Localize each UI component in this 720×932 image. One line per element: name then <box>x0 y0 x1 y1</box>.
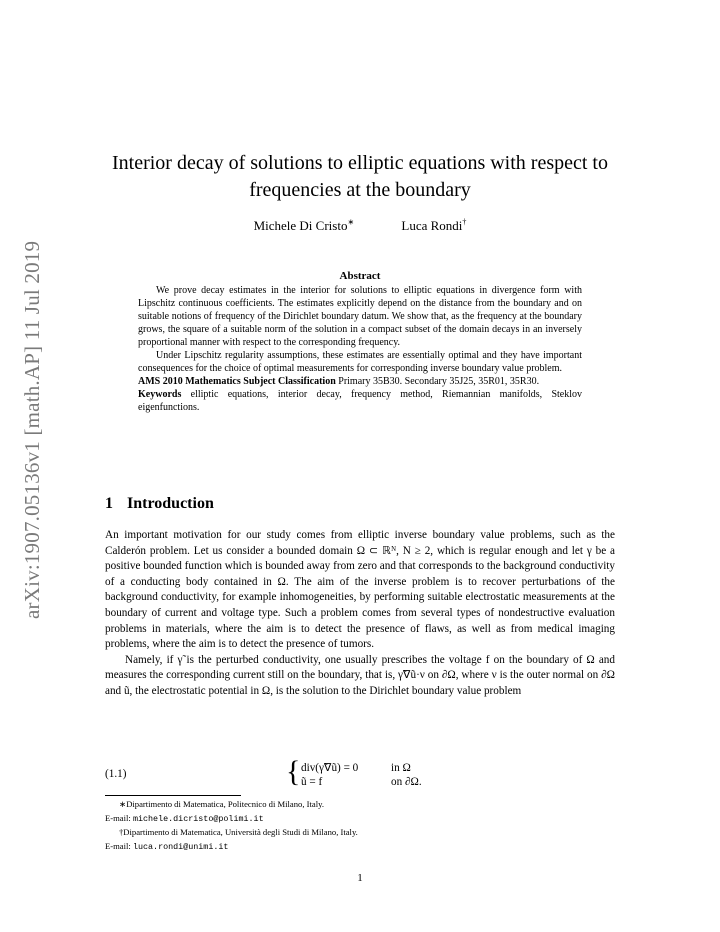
footnotes <box>105 798 615 854</box>
footnote-1-email-line <box>105 812 615 827</box>
abstract-paragraph-2: Under Lipschitz regularity assumptions, these estimates are essentially optimal and they have important consequences for the choice of optimal measurements for corresponding inverse boundary value problem. <box>138 350 582 374</box>
keywords <box>138 388 582 414</box>
author-list <box>100 218 620 234</box>
equation-row-2 <box>301 775 422 789</box>
keywords-text: elliptic equations, interior decay, frequency method, Riemannian manifolds, Steklov eigenfunctions. <box>138 389 582 413</box>
footnote-1-email[interactable]: michele.dicristo@polimi.it <box>132 813 264 824</box>
equation-row-1-lhs: div(γ̃∇ũ) = 0 <box>301 762 359 774</box>
section-number: 1 <box>105 495 113 512</box>
abstract-paragraph-1: We prove decay estimates in the interior for solutions to elliptic equations in divergence form with Lipschitz continuous coefficients. The estimates explicitly depend on the distance from the boundary and on suitable notions of frequency of the Dirichlet boundary datum. We show that, as the frequency at the boundary grows, the square of a suitable norm of the solution in a compact subset of the domain decays in an inversely proportional manner with respect to the corresponding frequency. <box>138 285 582 348</box>
footnote-1-affiliation: ∗Dipartimento di Matematica, Politecnico di Milano, Italy. <box>119 799 324 809</box>
equation-row-2-lhs: ũ = f <box>301 776 323 788</box>
author-1-name: Michele Di Cristo <box>253 218 348 234</box>
msc-label: AMS 2010 Mathematics Subject Classification <box>138 376 336 387</box>
equation-1-1 <box>105 755 615 790</box>
abstract-heading: Abstract <box>339 270 381 282</box>
author-1 <box>254 218 355 233</box>
equation-row-2-rhs: on ∂Ω. <box>391 776 422 788</box>
body-paragraph-1: An important motivation for our study comes from elliptic inverse boundary value problems, such as the Calderón problem. Let us consider a bounded domain Ω ⊂ ℝᴺ, N ≥ 2, which is regular enough and let γ be a positive bounded function which is bounded away from zero and that corresponds to the background conductivity of a conducting body contained in Ω. The aim of the inverse problem is to recover perturbations of the background conductivity, for example inhomogeneities, by performing suitable electrostatic measurements at the boundary of current and voltage type. Such a problem comes from several types of nondestructive evaluation problems in materials, where the aim is to detect the presence of flaws, as well as from medical imaging problems, where the aim is to detect the presence of tumors. <box>105 529 615 651</box>
author-1-footnote-mark: ∗ <box>347 218 355 227</box>
page-number: 1 <box>357 872 363 884</box>
equation-brace: { <box>286 755 301 788</box>
footnote-2-email-label: E-mail: <box>105 840 131 851</box>
section-heading <box>105 495 214 513</box>
footnote-1-email-label: E-mail: <box>105 812 131 823</box>
section-title: Introduction <box>127 495 214 512</box>
footnote-rule <box>105 795 241 796</box>
equation-row-1 <box>301 761 422 775</box>
footnote-2-affiliation: †Dipartimento di Matematica, Università degli Studi di Milano, Italy. <box>119 827 358 837</box>
equation-row-1-rhs: in Ω <box>391 762 411 774</box>
author-2 <box>401 218 466 233</box>
footnote-2-email-line <box>105 840 615 855</box>
arxiv-identifier-stamp: arXiv:1907.05136v1 [math.AP] 11 Jul 2019 <box>20 240 44 620</box>
author-2-footnote-mark: † <box>462 218 467 227</box>
equation-system <box>301 761 422 789</box>
msc-classification <box>138 375 582 388</box>
equation-number: (1.1) <box>105 768 127 780</box>
paper-title: Interior decay of solutions to elliptic equations with respect to frequencies at the boundary <box>112 152 608 201</box>
footnote-2-email[interactable]: luca.rondi@unimi.it <box>132 841 229 852</box>
keywords-label: Keywords <box>138 389 182 400</box>
body-paragraph-2: Namely, if γ̃ is the perturbed conductivity, one usually prescribes the voltage f on the boundary of Ω and measures the corresponding current still on the boundary, that is, γ̃∇ũ·ν on ∂Ω, where ν is the outer normal on ∂Ω and ũ, the electrostatic potential in Ω, is the solution to the Dirichlet boundary value problem <box>105 653 615 697</box>
abstract-body <box>138 284 582 414</box>
author-2-name: Luca Rondi <box>401 218 463 234</box>
msc-text: Primary 35B30. Secondary 35J25, 35R01, 35R30. <box>338 376 540 387</box>
body-text <box>105 528 615 700</box>
